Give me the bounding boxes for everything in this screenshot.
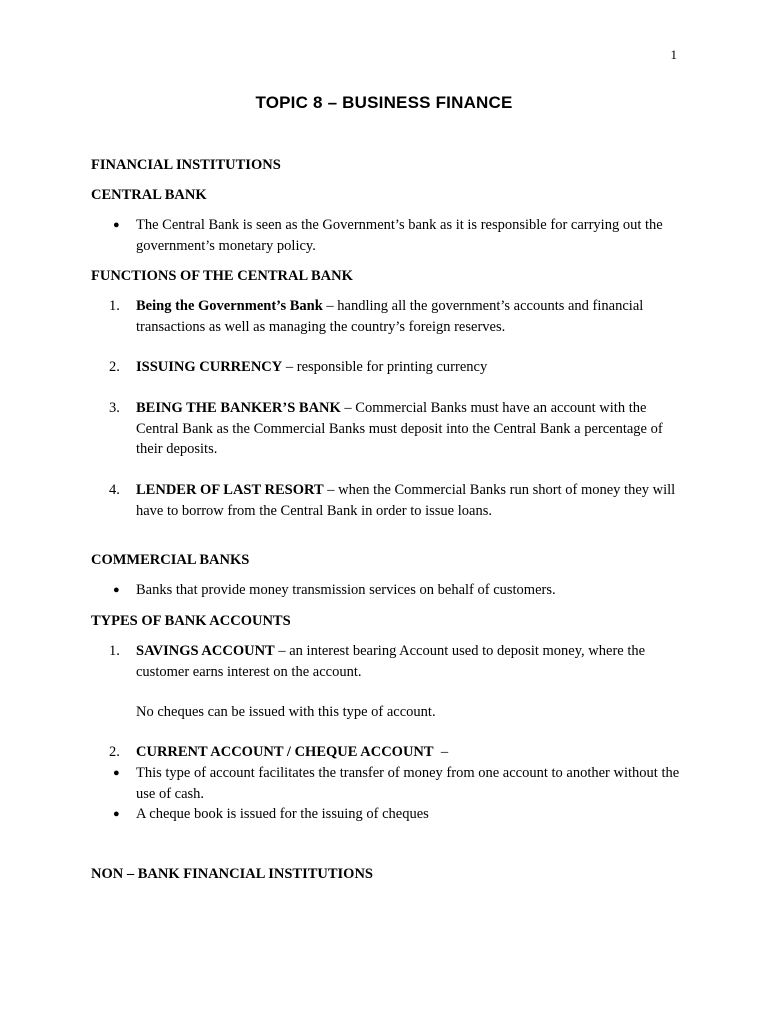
heading-types-of-accounts: TYPES OF BANK ACCOUNTS <box>91 613 291 629</box>
bullet-text: Banks that provide money transmission services on behalf of customers. <box>136 582 556 598</box>
list-item <box>91 296 681 337</box>
list-number: 1. <box>109 643 120 659</box>
function-term: BEING THE BANKER’S BANK <box>136 400 341 416</box>
function-term: LENDER OF LAST RESORT <box>136 482 324 498</box>
heading-central-bank: CENTRAL BANK <box>91 187 207 203</box>
account-note <box>91 702 681 723</box>
list-item <box>91 763 681 804</box>
list-item <box>91 357 681 378</box>
function-term: Being the Government’s Bank <box>136 298 323 314</box>
function-desc: – Commercial Banks must have an account with the Central Bank as the Commercial Banks must deposit into the Central Bank a percentage of their deposits. <box>136 400 663 457</box>
list-number: 3. <box>109 400 120 416</box>
heading-functions: FUNCTIONS OF THE CENTRAL BANK <box>91 268 353 284</box>
function-desc: – handling all the government’s accounts and financial transactions as well as managing the country’s foreign reserves. <box>136 298 644 335</box>
list-item <box>91 804 681 825</box>
bullet-marker: ● <box>113 584 120 596</box>
heading-financial-institutions: FINANCIAL INSTITUTIONS <box>91 157 281 173</box>
document-title: TOPIC 8 – BUSINESS FINANCE <box>255 93 513 112</box>
heading-commercial-banks: COMMERCIAL BANKS <box>91 552 250 568</box>
list-number: 2. <box>109 359 120 375</box>
list-number: 2. <box>109 744 120 760</box>
account-term: CURRENT ACCOUNT / CHEQUE ACCOUNT <box>136 744 434 760</box>
bullet-marker: ● <box>113 219 120 231</box>
bullet-text: The Central Bank is seen as the Government’s bank as it is responsible for carrying out the government’s monetary policy. <box>136 217 663 254</box>
function-desc: – responsible for printing currency <box>282 359 488 375</box>
list-item <box>91 398 681 460</box>
account-term: SAVINGS ACCOUNT <box>136 643 275 659</box>
list-number: 4. <box>109 482 120 498</box>
bullet-text: This type of account facilitates the transfer of money from one account to another without the use of cash. <box>136 765 680 802</box>
list-item <box>91 215 681 256</box>
note-text: No cheques can be issued with this type of account. <box>136 704 436 720</box>
bullet-text: A cheque book is issued for the issuing of cheques <box>136 806 429 822</box>
list-item <box>91 580 681 601</box>
list-item <box>91 480 681 521</box>
list-number: 1. <box>109 298 120 314</box>
bullet-marker: ● <box>113 767 120 779</box>
heading-non-bank: NON – BANK FINANCIAL INSTITUTIONS <box>91 866 373 882</box>
account-desc: – <box>433 744 449 760</box>
function-desc: – when the Commercial Banks run short of money they will have to borrow from the Central Bank in order to issue loans. <box>136 482 676 519</box>
account-desc: – an interest bearing Account used to deposit money, where the customer earns interest on the account. <box>136 643 646 680</box>
page-number: 1 <box>670 47 677 62</box>
list-item <box>91 641 681 682</box>
list-item <box>91 742 681 763</box>
bullet-marker: ● <box>113 808 120 820</box>
function-term: ISSUING CURRENCY <box>136 359 283 375</box>
